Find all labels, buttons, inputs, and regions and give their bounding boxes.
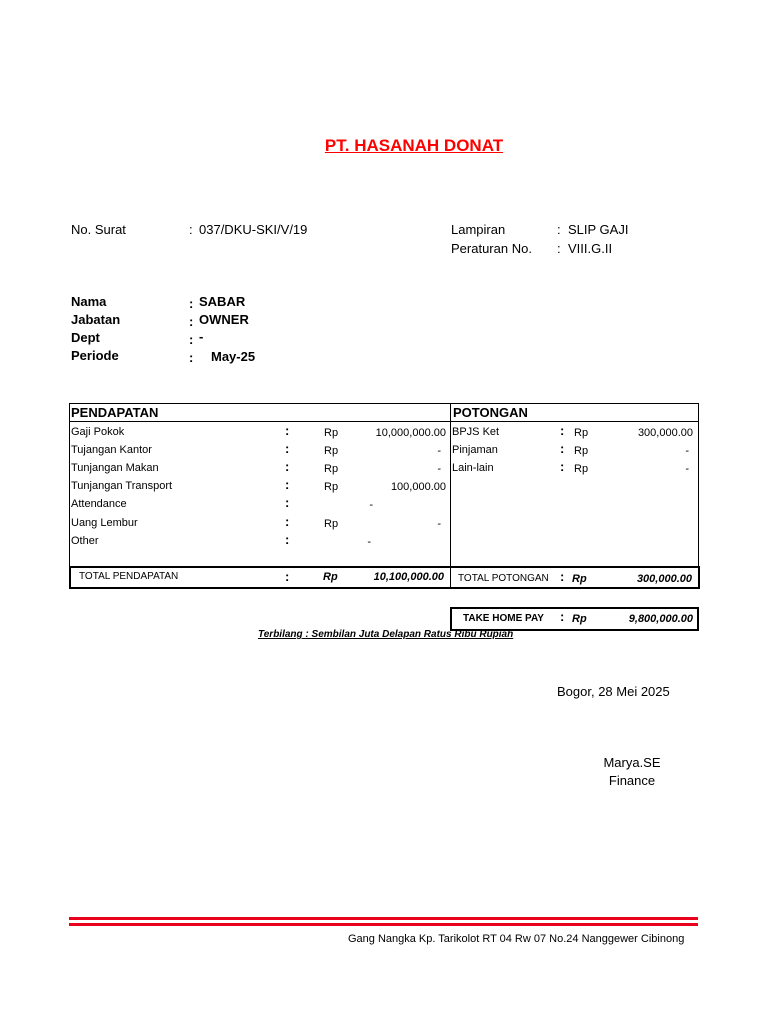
table-header-divider: [69, 421, 698, 422]
row-colon: :: [285, 459, 290, 474]
take-home-pay-amount: 9,800,000.00: [628, 613, 693, 625]
take-home-pay-currency: Rp: [572, 613, 587, 625]
row-currency: Rp: [324, 463, 339, 475]
signatory-position: Finance: [608, 773, 656, 788]
peraturan-value: VIII.G.II: [568, 241, 613, 256]
terbilang: [258, 629, 513, 640]
row-colon: :: [560, 423, 565, 438]
peraturan-colon: :: [557, 241, 561, 256]
lampiran-label: Lampiran: [451, 222, 506, 237]
row-colon: :: [560, 441, 565, 456]
terbilang-label: Terbilang: [258, 629, 303, 640]
row-label: Other: [71, 535, 99, 547]
row-label: Pinjaman: [452, 444, 498, 456]
footer-line-top: [69, 917, 698, 920]
nama-value: SABAR: [199, 294, 246, 309]
signatory-name: Marya.SE: [603, 755, 661, 770]
table-column-divider: [450, 403, 451, 566]
footer-line-bottom: [69, 923, 698, 926]
row-currency: Rp: [574, 463, 589, 475]
jabatan-label: Jabatan: [71, 312, 121, 327]
take-home-pay-label: TAKE HOME PAY: [463, 613, 544, 624]
nama-label: Nama: [71, 294, 107, 309]
total-potongan-currency: Rp: [572, 573, 587, 585]
row-label: Attendance: [71, 498, 127, 510]
row-colon: :: [285, 477, 290, 492]
no-surat-value: 037/DKU-SKI/V/19: [199, 222, 308, 237]
row-amount: 10,000,000.00: [375, 427, 446, 439]
dept-label: Dept: [71, 330, 100, 345]
row-amount: -: [437, 445, 441, 457]
row-label: Lain-lain: [452, 462, 494, 474]
row-amount: -: [437, 518, 441, 530]
no-surat-label: No. Surat: [71, 222, 126, 237]
row-label: BPJS Ket: [452, 426, 500, 438]
total-potongan-amount: 300,000.00: [636, 573, 692, 585]
total-pendapatan-amount: 10,100,000.00: [373, 571, 444, 583]
row-currency: Rp: [574, 427, 589, 439]
row-amount: -: [367, 536, 371, 548]
row-currency: Rp: [324, 481, 339, 493]
jabatan-colon: :: [189, 314, 194, 329]
row-amount: -: [685, 463, 689, 475]
pendapatan-title: PENDAPATAN: [71, 405, 159, 420]
jabatan-value: OWNER: [199, 312, 249, 327]
row-amount: 100,000.00: [390, 481, 446, 493]
row-label: Uang Lembur: [71, 517, 138, 529]
row-amount: -: [685, 445, 689, 457]
row-currency: Rp: [574, 445, 589, 457]
row-colon: :: [285, 441, 290, 456]
company-title: PT. HASANAH DONAT: [324, 136, 504, 155]
place-date: Bogor, 28 Mei 2025: [557, 684, 670, 699]
total-pendapatan-currency: Rp: [323, 571, 338, 583]
peraturan-label: Peraturan No.: [451, 241, 532, 256]
take-home-pay-colon: :: [560, 609, 565, 624]
totals-divider: [450, 567, 451, 587]
dept-value: -: [199, 329, 204, 344]
total-pendapatan-colon: :: [285, 569, 290, 584]
potongan-title: POTONGAN: [453, 405, 528, 420]
row-label: Tunjangan Transport: [71, 480, 173, 492]
lampiran-colon: :: [557, 222, 561, 237]
row-colon: :: [285, 532, 290, 547]
row-currency: Rp: [324, 518, 339, 530]
footer-address: Gang Nangka Kp. Tarikolot RT 04 Rw 07 No.24 Nanggewer Cibinong: [348, 933, 685, 945]
row-label: Tujangan Kantor: [71, 444, 152, 456]
row-amount: 300,000.00: [637, 427, 693, 439]
total-pendapatan-label: TOTAL PENDAPATAN: [79, 571, 179, 582]
periode-colon: :: [189, 350, 194, 365]
row-amount: -: [437, 463, 441, 475]
row-colon: :: [285, 423, 290, 438]
nama-colon: :: [189, 296, 194, 311]
row-currency: Rp: [324, 427, 339, 439]
periode-label: Periode: [71, 348, 119, 363]
total-potongan-label: TOTAL POTONGAN: [458, 573, 549, 584]
row-label: Gaji Pokok: [71, 426, 125, 438]
lampiran-value: SLIP GAJI: [568, 222, 629, 237]
row-colon: :: [560, 459, 565, 474]
row-label: Tunjangan Makan: [71, 462, 159, 474]
no-surat-colon: :: [189, 222, 193, 237]
row-currency: Rp: [324, 445, 339, 457]
total-potongan-colon: :: [560, 569, 565, 584]
terbilang-value: : Sembilan Juta Delapan Ratus Ribu Rupiah: [305, 629, 514, 640]
row-colon: :: [285, 514, 290, 529]
dept-colon: :: [189, 332, 194, 347]
periode-value: May-25: [211, 349, 256, 364]
row-colon: :: [285, 495, 290, 510]
row-amount: -: [369, 499, 373, 511]
